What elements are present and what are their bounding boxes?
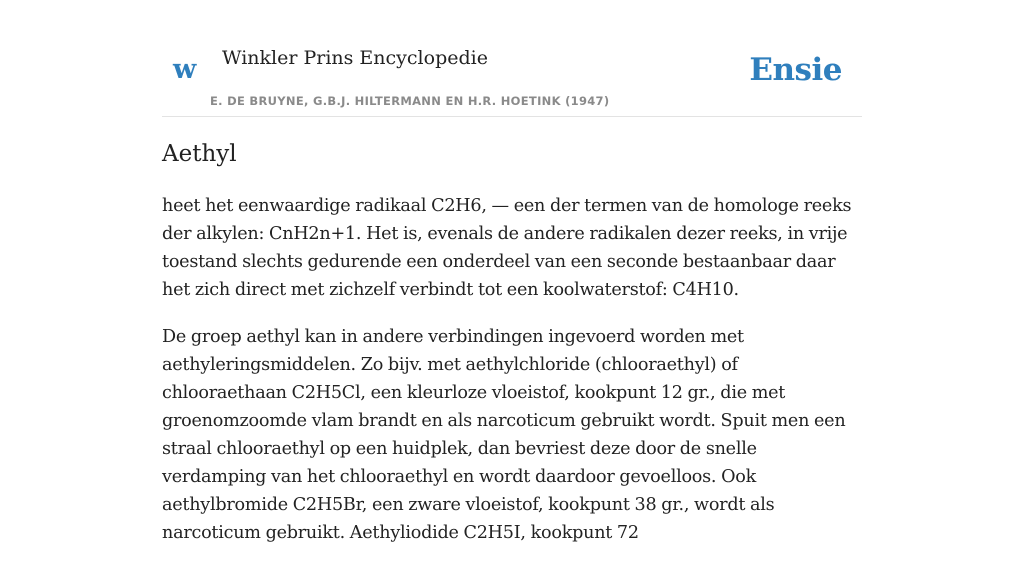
article-paragraph-1: heet het eenwaardige radikaal C2H6, — een der termen van de homologe reeks der alkylen: CnH2n+1. Het is, evenals de andere radikalen dezer reeks, in vrije toestand slechts gedurende een onderdeel van een seconde bestaanbaar daar het zich direct met zichzelf verbindt tot een koolwaterstof: C4H10. <box>162 196 852 300</box>
source-title[interactable]: Winkler Prins Encyclopedie <box>222 47 488 69</box>
source-authors: E. DE BRUYNE, G.B.J. HILTERMANN EN H.R. HOETINK (1947) <box>210 94 610 108</box>
winkler-prins-logo-icon[interactable]: w <box>173 54 197 85</box>
article-paragraph-2: De groep aethyl kan in andere verbindingen ingevoerd worden met aethyleringsmiddelen. Zo bijv. met aethylchloride (chlooraethyl) of chlooraethaan C2H5Cl, een kleurloze vloeistof, kookpunt 12 gr., die met groenomzoomde vlam brandt en als narcoticum gebruikt wordt. Spuit men een straal chlooraethyl op een huidplek, dan bevriest deze door de snelle verdamping van het chlooraethyl en wordt daardoor gevoelloos. Ook aethylbromide C2H5Br, een zware vloeistof, kookpunt 38 gr., wordt als narcoticum gebruikt. Aethyliodide C2H5I, kookpunt 72 <box>162 327 846 543</box>
content-container <box>162 0 862 543</box>
source-header <box>162 0 862 117</box>
ensie-logo[interactable]: Ensie <box>749 52 842 88</box>
article-body <box>162 192 862 566</box>
article-title: Aethyl <box>162 141 237 167</box>
